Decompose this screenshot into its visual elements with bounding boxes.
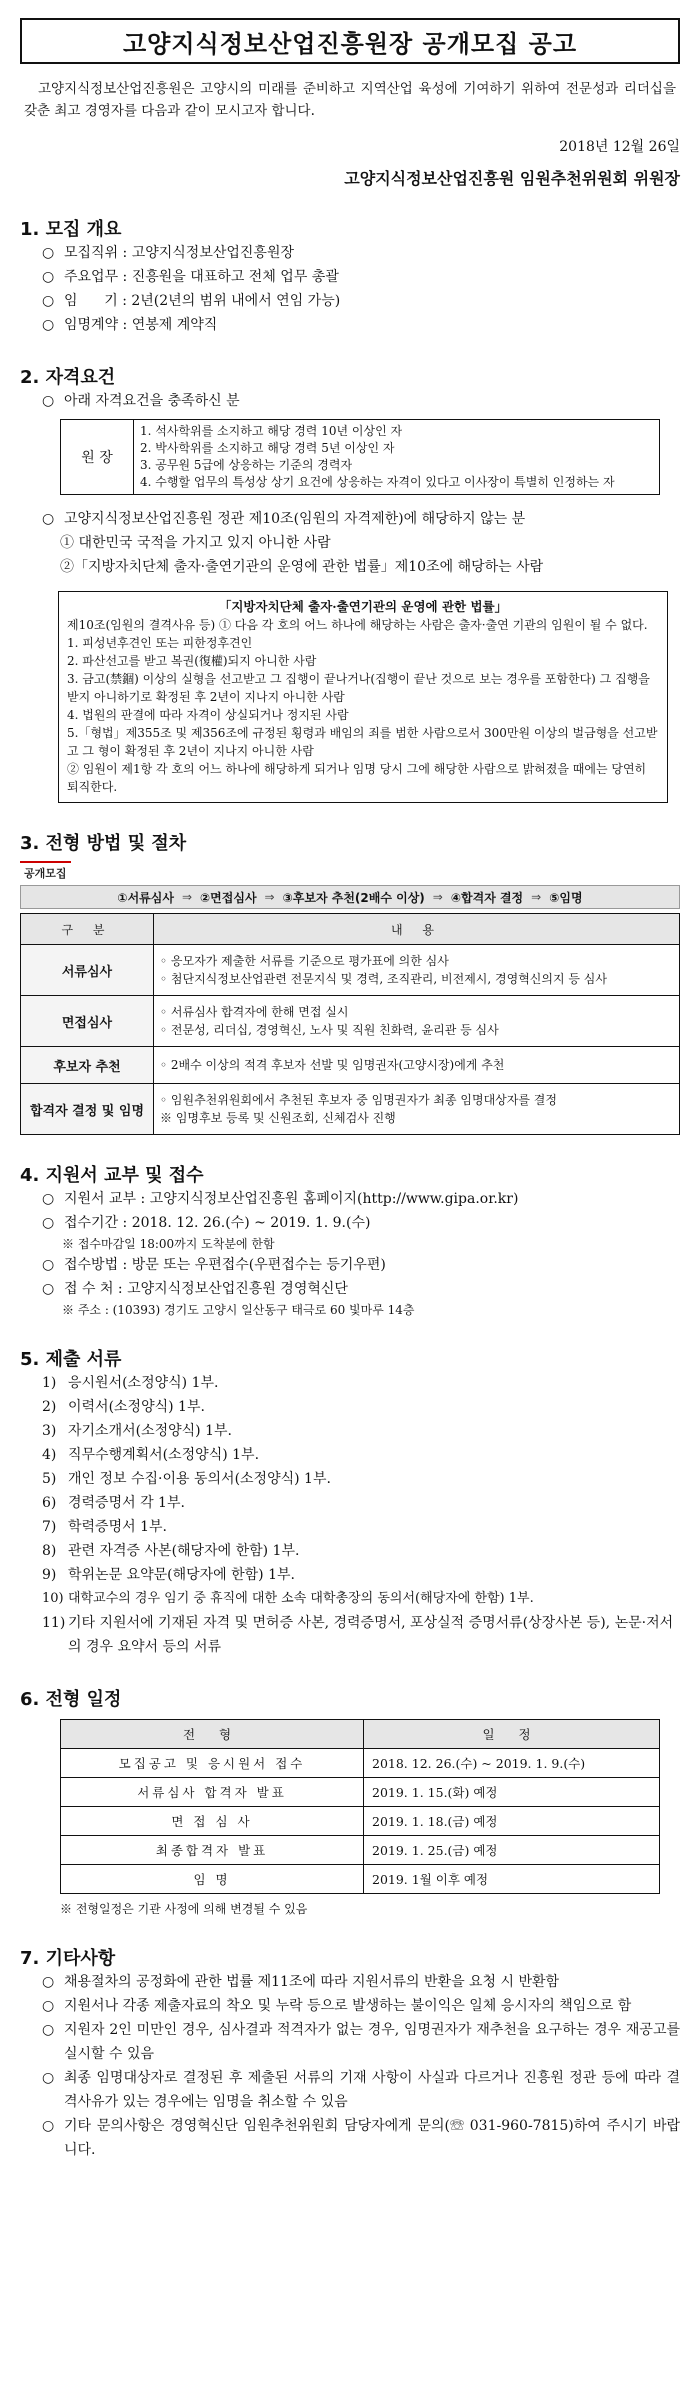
circle-bullet-icon: ○ [42,1191,55,1207]
law-excerpt-box [58,591,668,803]
list-item: 8) 관련 자격증 사본(해당자에 한함) 1부. [42,1543,300,1559]
law-title: 「지방자치단체 출자·출연기관의 운영에 관한 법률」 [218,599,508,614]
documents-list [20,1371,680,1659]
circle-bullet-icon: ○ [42,1998,55,2014]
circle-bullet-icon: ○ [42,2118,55,2134]
list-item: ○ 접수방법 : 방문 또는 우편접수(우편접수는 등기우편) [42,1253,680,1277]
circle-bullet-icon: ○ [42,293,55,309]
notice-title: 고양지식정보산업진흥원장 공개모집 공고 [20,18,680,64]
arrow-right-icon: ⇒ [264,890,275,904]
section-2-title: 2. 자격요건 [20,367,116,388]
column-header: 일 정 [364,1720,660,1749]
law-line: 1. 피성년후견인 또는 피한정후견인 [67,636,253,650]
law-line: 2. 파산선고를 받고 복권(復權)되지 아니한 사람 [67,654,317,668]
list-item: ○ 주요업무 : 진흥원을 대표하고 전체 업무 총괄 [42,265,680,289]
circle-bullet-icon: ○ [42,2022,55,2038]
list-item: 10) 대학교수의 경우 임기 중 휴직에 대한 소속 대학총장의 동의서(해당자에 한함) 1부. [42,1591,534,1606]
section-1-title: 1. 모집 개요 [20,219,122,240]
section-7-title: 7. 기타사항 [20,1948,116,1969]
circle-bullet-icon: ○ [42,1281,55,1297]
table-row: 면접심사 ◦ 서류심사 합격자에 한해 면접 실시 ◦ 전문성, 리더십, 경영혁신, 노사 및 직원 친화력, 윤리관 등 심사 [21,996,680,1047]
law-line: 4. 법원의 판결에 따라 자격이 상실되거나 정지된 사람 [67,708,349,722]
list-item: ○ 접 수 처 : 고양지식정보산업진흥원 경영혁신단 [42,1277,680,1301]
schedule-note: ※ 전형일정은 기관 사정에 의해 변경될 수 있음 [60,1902,308,1916]
list-item: 1) 응시원서(소정양식) 1부. [42,1375,219,1391]
list-item: ○ 접수기간 : 2018. 12. 26.(수) ~ 2019. 1. 9.(수) [42,1211,680,1235]
section-3-title: 3. 전형 방법 및 절차 [20,833,187,854]
list-item: ○ 기타 문의사항은 경영혁신단 임원추천위원회 담당자에게 문의(☏ 031-960-7815)하여 주시기 바랍니다. [42,2114,680,2162]
table-row: 서류심사 합격자 발표 2019. 1. 15.(화) 예정 [61,1778,660,1807]
list-item: ○ 지원서 교부 : 고양지식정보산업진흥원 홈페이지(http://www.gipa.or.kr) [42,1187,680,1211]
note: ※ 주소 : (10393) 경기도 고양시 일산동구 태극로 60 빛마루 14층 [62,1303,415,1317]
circle-bullet-icon: ○ [42,317,55,333]
qualification-table [60,419,660,495]
list-item: 6) 경력증명서 각 1부. [42,1495,185,1511]
table-row: 임 명 2019. 1월 이후 예정 [61,1865,660,1894]
qualification-line: 4. 수행할 업무의 특성상 상기 요건에 상응하는 자격이 있다고 이사장이 특별히 인정하는 자 [140,475,615,489]
process-step: ②면접심사 [200,890,257,905]
list-item: ○ 임명계약 : 연봉제 계약직 [42,313,680,337]
process-step: ④합격자 결정 [450,890,524,905]
list-item: ○ 고양지식정보산업진흥원 정관 제10조(임원의 자격제한)에 해당하지 않는 분 [42,507,680,531]
law-line: 3. 금고(禁錮) 이상의 실형을 선고받고 그 집행이 끝나거나(집행이 끝난 것으로 보는 경우를 포함한다) 그 집행을 받지 아니하기로 확정된 후 2년이 지나지 아니한 사람 [67,672,650,704]
table-row: 후보자 추천 ◦ 2배수 이상의 적격 후보자 선발 및 임명권자(고양시장)에게 추천 [21,1047,680,1084]
process-steps-bar [20,885,680,909]
qualification-label: 원 장 [61,420,134,495]
process-step: ⑤임명 [549,890,583,905]
section-1-list [20,241,680,337]
list-item: ○ 지원자 2인 미만인 경우, 심사결과 적격자가 없는 경우, 임명권자가 재추천을 요구하는 경우 재공고를 실시할 수 있음 [42,2018,680,2066]
list-item: 7) 학력증명서 1부. [42,1519,167,1535]
circle-bullet-icon: ○ [42,393,55,409]
process-label: 공개모집 [20,861,71,883]
qualification-line: 3. 공무원 5급에 상응하는 기준의 경력자 [140,458,353,472]
circle-bullet-icon: ○ [42,511,55,527]
section-5-title: 5. 제출 서류 [20,1349,122,1370]
column-header: 내 용 [154,914,680,945]
circle-bullet-icon: ○ [42,245,55,261]
notice-date: 2018년 12월 26일 [559,139,680,155]
list-item: 11) 기타 지원서에 기재된 자격 및 면허증 사본, 경력증명서, 포상실적 증명서류(상장사본 등), 논문·저서의 경우 요약서 등의 서류 [42,1615,674,1655]
list-item: 9) 학위논문 요약문(해당자에 한함) 1부. [42,1567,295,1583]
list-item: 5) 개인 정보 수집·이용 동의서(소정양식) 1부. [42,1471,331,1487]
circle-bullet-icon: ○ [42,1257,55,1273]
column-header: 전 형 [61,1720,364,1749]
qualification-line: 1. 석사학위를 소지하고 해당 경력 10년 이상인 자 [140,424,403,438]
section-4-title: 4. 지원서 교부 및 접수 [20,1165,204,1186]
process-step: ③후보자 추천(2배수 이상) [282,890,425,905]
law-line: 제10조(임원의 결격사유 등) ① 다음 각 호의 어느 하나에 해당하는 사람은 출자·출연 기관의 임원이 될 수 없다. [67,618,648,632]
law-line: ② 임원이 제1항 각 호의 어느 하나에 해당하게 되거나 임명 당시 그에 해당한 사람으로 밝혀졌을 때에는 당연히 퇴직한다. [67,762,647,794]
list-item: ○ 아래 자격요건을 충족하신 분 [42,389,680,413]
arrow-right-icon: ⇒ [531,890,542,904]
note: ※ 접수마감일 18:00까지 도착분에 한함 [62,1237,275,1251]
list-item: ○ 지원서나 각종 제출자료의 착오 및 누락 등으로 발생하는 불이익은 일체 응시자의 책임으로 함 [42,1994,680,2018]
process-table [20,913,680,1135]
list-item: 3) 자기소개서(소정양식) 1부. [42,1423,232,1439]
list-item: 2) 이력서(소정양식) 1부. [42,1399,205,1415]
circle-bullet-icon: ○ [42,1974,55,1990]
list-item: 4) 직무수행계획서(소정양식) 1부. [42,1447,260,1463]
arrow-right-icon: ⇒ [181,890,193,904]
circle-bullet-icon: ○ [42,1215,55,1231]
list-item: ① 대한민국 국적을 가지고 있지 아니한 사람 [60,535,331,551]
table-row: 면 접 심 사 2019. 1. 18.(금) 예정 [61,1807,660,1836]
law-line: 5.「형법」제355조 및 제356조에 규정된 횡령과 배임의 죄를 범한 사람으로서 300만원 이상의 벌금형을 선고받고 그 형이 확정된 후 2년이 지나지 아니한 사람 [67,726,658,758]
list-item: ②「지방자치단체 출자·출연기관의 운영에 관한 법률」제10조에 해당하는 사람 [60,559,544,575]
intro-text: 고양지식정보산업진흥원은 고양시의 미래를 준비하고 지역산업 육성에 기여하기 위하여 전문성과 리더십을 갖춘 최고 경영자를 다음과 같이 모시고자 합니다. [24,81,676,119]
table-row: 모집공고 및 응시원서 접수 2018. 12. 26.(수) ~ 2019. 1. 9.(수) [61,1749,660,1778]
notice-page [20,0,680,2162]
table-row: 최종합격자 발표 2019. 1. 25.(금) 예정 [61,1836,660,1865]
section-6-title: 6. 전형 일정 [20,1689,122,1710]
circle-bullet-icon: ○ [42,269,55,285]
column-header: 구 분 [21,914,154,945]
arrow-right-icon: ⇒ [432,890,443,904]
issuer: 고양지식정보산업진흥원 임원추천위원회 위원장 [344,169,680,188]
qualification-line: 2. 박사학위를 소지하고 해당 경력 5년 이상인 자 [140,441,395,455]
circle-bullet-icon: ○ [42,2070,55,2086]
list-item: ○ 모집직위 : 고양지식정보산업진흥원장 [42,241,680,265]
schedule-table [60,1719,660,1894]
table-row: 서류심사 ◦ 응모자가 제출한 서류를 기준으로 평가표에 의한 심사 ◦ 첨단지식정보산업관련 전문지식 및 경력, 조직관리, 비전제시, 경영혁신의지 등 심사 [21,945,680,996]
list-item: ○ 채용절차의 공정화에 관한 법률 제11조에 따라 지원서류의 반환을 요청 시 반환함 [42,1970,680,1994]
table-row: 합격자 결정 및 임명 ◦ 임원추천위원회에서 추천된 후보자 중 임명권자가 최종 임명대상자를 결정 ※ 임명후보 등록 및 신원조회, 신체검사 진행 [21,1084,680,1135]
list-item: ○ 최종 임명대상자로 결정된 후 제출된 서류의 기재 사항이 사실과 다르거나 진흥원 정관 등에 따라 결격사유가 있는 경우에는 임명을 취소할 수 있음 [42,2066,680,2114]
list-item: ○ 임 기 : 2년(2년의 범위 내에서 연임 가능) [42,289,680,313]
process-step: ①서류심사 [117,890,174,905]
